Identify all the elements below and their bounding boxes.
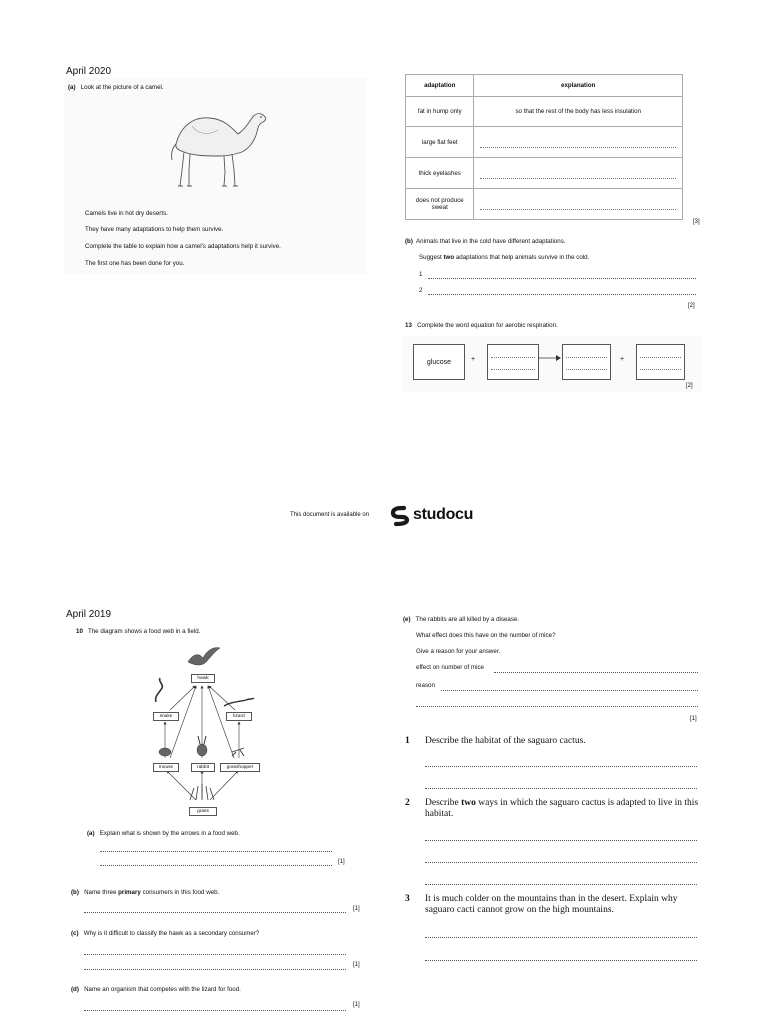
part-b-post: consumers in this food web. — [142, 889, 220, 896]
glucose-box: glucose — [413, 344, 465, 380]
node-grass: grass — [189, 807, 217, 816]
q13-number: 13 — [405, 322, 412, 329]
answer-line[interactable] — [480, 199, 676, 210]
part-a-text: Explain what is shown by the arrows in a food web. — [99, 830, 240, 837]
part-a-marks: [1] — [338, 859, 345, 865]
arrow-icon — [538, 354, 562, 362]
part-c-text: Why is it difficult to classify the hawk as a secondary consumer? — [83, 930, 260, 937]
answer-line[interactable] — [425, 766, 697, 767]
part-a-text: Look at the picture of a camel. — [80, 84, 164, 91]
part-b-marks: [1] — [353, 906, 360, 912]
node-snake: snake — [153, 712, 179, 721]
part-b-2020 — [405, 238, 566, 246]
answer-line[interactable] — [425, 937, 697, 938]
explanation-answer-cell[interactable] — [474, 127, 683, 158]
suggest-pre: Suggest — [419, 254, 442, 261]
answer-number-1: 1 — [419, 271, 423, 278]
q13-text: Complete the word equation for aerobic respiration. — [417, 322, 558, 329]
studocu-brand[interactable]: studocu — [413, 506, 474, 523]
heading-april-2019: April 2019 — [66, 609, 112, 620]
available-text: This document is available on — [290, 512, 370, 518]
table-row — [406, 97, 683, 127]
adaptation-cell: thick eyelashes — [406, 158, 474, 189]
q2-number: 2 — [405, 798, 410, 808]
equation-answer-box[interactable] — [562, 344, 611, 380]
part-a-label: (a) — [87, 830, 95, 837]
explanation-answer-cell[interactable] — [474, 158, 683, 189]
part-e-marks: [1] — [690, 716, 697, 722]
node-mouse: mouse — [153, 763, 179, 772]
q13-marks: [2] — [686, 383, 693, 389]
part-e-text: The rabbits are all killed by a disease. — [415, 616, 520, 623]
node-lizard: lizard — [226, 712, 252, 721]
studocu-logo-icon[interactable] — [389, 505, 411, 527]
plus-sign: + — [471, 356, 476, 363]
part-c-2019 — [71, 930, 259, 938]
table-header-adaptation: adaptation — [406, 75, 474, 97]
equation-answer-box[interactable] — [487, 344, 539, 380]
effect-answer-line[interactable] — [494, 672, 698, 673]
camel-line-4: The first one has been done for you. — [85, 260, 185, 267]
part-c-label: (c) — [71, 930, 79, 937]
adaptation-cell: does not produce sweat — [406, 189, 474, 220]
food-web-arrows — [140, 640, 270, 820]
answer-line[interactable] — [416, 706, 698, 707]
explanation-answer-cell[interactable] — [474, 189, 683, 220]
node-hawk: hawk — [191, 674, 215, 683]
part-a-2019 — [87, 830, 240, 838]
heading-april-2020: April 2020 — [66, 66, 112, 77]
q10-text: The diagram shows a food web in a field. — [87, 628, 201, 635]
q2-post: ways in which the saguaro cactus is adapted to live in this habitat. — [425, 798, 699, 819]
part-b-text: Animals that live in the cold have different adaptations. — [416, 238, 566, 245]
answer-line[interactable] — [428, 294, 696, 295]
answer-line[interactable] — [425, 788, 697, 789]
part-e-label: (e) — [403, 616, 411, 623]
part-e-reason-prompt: Give a reason for your answer. — [416, 648, 501, 655]
question-10 — [76, 628, 200, 636]
node-rabbit: rabbit — [191, 763, 215, 772]
part-d-2019 — [71, 986, 241, 994]
q3-number: 3 — [405, 894, 410, 904]
part-b-suggest — [419, 254, 589, 262]
adaptation-table — [405, 74, 683, 220]
table-row — [406, 127, 683, 158]
part-c-marks: [1] — [353, 962, 360, 968]
answer-line[interactable] — [491, 357, 535, 358]
camel-line-3: Complete the table to explain how a camel's adaptations help it survive. — [85, 243, 281, 250]
part-b-2019 — [71, 889, 219, 897]
question-13 — [405, 322, 558, 330]
answer-line[interactable] — [640, 369, 681, 370]
q2-pre: Describe — [425, 798, 459, 808]
answer-number-2: 2 — [419, 287, 423, 294]
camel-question-panel — [64, 78, 366, 274]
q1-number: 1 — [405, 736, 410, 746]
table-row — [406, 158, 683, 189]
answer-line[interactable] — [425, 862, 697, 863]
reason-label: reason — [416, 682, 435, 689]
answer-line[interactable] — [491, 369, 535, 370]
part-d-marks: [1] — [353, 1002, 360, 1008]
part-b-label: (b) — [405, 238, 413, 245]
part-b-label: (b) — [71, 889, 79, 896]
suggest-post: adaptations that help animals survive in the cold. — [455, 254, 590, 261]
answer-line[interactable] — [425, 960, 697, 961]
explanation-cell: so that the rest of the body has less insulation — [474, 97, 683, 127]
table-marks: [3] — [693, 219, 700, 225]
reason-answer-line[interactable] — [441, 690, 698, 691]
q10-number: 10 — [76, 628, 83, 635]
answer-line[interactable] — [425, 840, 697, 841]
part-d-label: (d) — [71, 986, 79, 993]
answer-line[interactable] — [100, 851, 332, 852]
answer-line[interactable] — [480, 168, 676, 179]
answer-line[interactable] — [566, 369, 607, 370]
answer-line[interactable] — [480, 137, 676, 148]
table-row — [406, 189, 683, 220]
effect-label: effect on number of mice — [416, 664, 484, 671]
camel-line-2: They have many adaptations to help them survive. — [85, 226, 224, 233]
part-b-marks: [2] — [688, 303, 695, 309]
plus-sign: + — [620, 356, 625, 363]
camel-line-1: Camels live in hot dry deserts. — [85, 210, 168, 217]
table-header-explanation: explanation — [474, 75, 683, 97]
q3-text: It is much colder on the mountains than in the desert. Explain why saguaro cacti cannot grow on the high mountains. — [425, 894, 678, 915]
part-b-pre: Name three — [84, 889, 117, 896]
equation-answer-box[interactable] — [636, 344, 685, 380]
q2-bold: two — [461, 798, 476, 808]
answer-line[interactable] — [84, 912, 346, 913]
part-b-bold: primary — [118, 889, 141, 896]
part-a-label: (a) — [68, 84, 76, 91]
camel-illustration — [162, 104, 274, 190]
food-web-diagram — [140, 640, 270, 820]
answer-line[interactable] — [84, 969, 346, 970]
part-e-2019 — [403, 616, 519, 624]
answer-line[interactable] — [566, 357, 607, 358]
adaptation-cell: large flat feet — [406, 127, 474, 158]
q2-text — [425, 798, 705, 820]
answer-line[interactable] — [640, 357, 681, 358]
answer-line[interactable] — [84, 1010, 346, 1011]
answer-line[interactable] — [84, 954, 346, 955]
suggest-bold: two — [443, 254, 455, 261]
answer-line[interactable] — [428, 278, 696, 279]
node-grasshopper: grasshopper — [220, 763, 260, 772]
q1-text: Describe the habitat of the saguaro cactus. — [425, 736, 586, 746]
adaptation-cell: fat in hump only — [406, 97, 474, 127]
answer-line[interactable] — [425, 884, 697, 885]
part-d-text: Name an organism that competes with the lizard for food. — [84, 986, 241, 993]
answer-line[interactable] — [100, 865, 332, 866]
part-e-question: What effect does this have on the number of mice? — [416, 632, 556, 639]
part-a-2020 — [68, 84, 164, 92]
